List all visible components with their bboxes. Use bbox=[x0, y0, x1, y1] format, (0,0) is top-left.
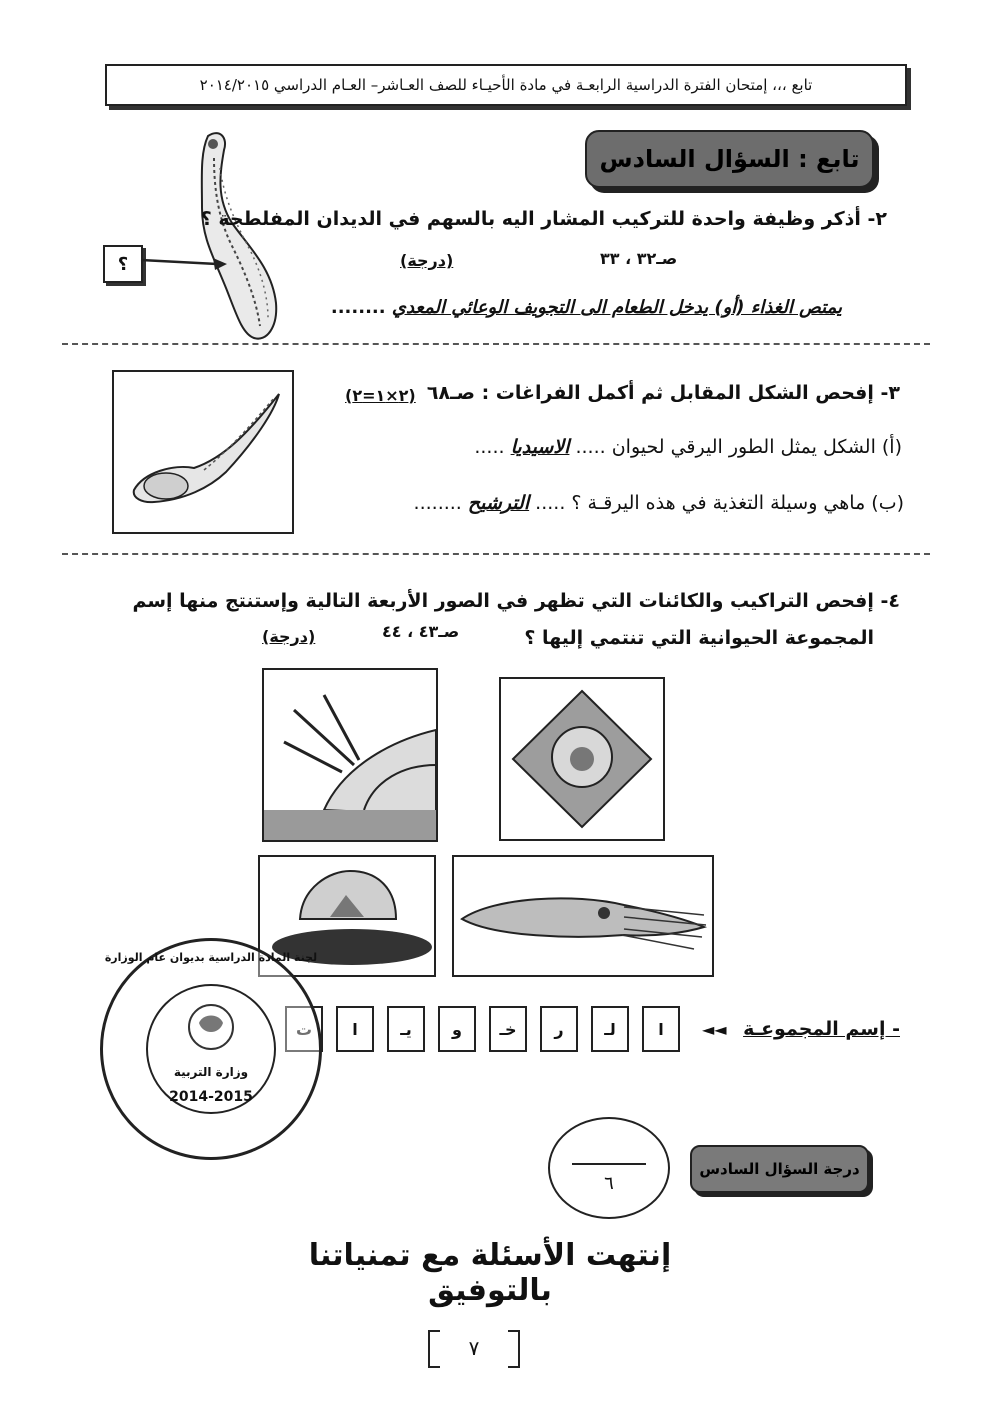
closing-message: إنتهت الأسئلة مع تمنياتنا بالتوفيق bbox=[308, 1238, 672, 1308]
q4-grade: (درجة) bbox=[262, 627, 316, 646]
q2-answer: يمتص الغذاء (أو) يدخل الطعام الى التجويف الوعائي المعدي bbox=[391, 297, 842, 318]
q3-part-a bbox=[474, 436, 902, 458]
arrow-pointer-icon bbox=[139, 250, 229, 274]
q3-part-b-tail: ........ bbox=[413, 492, 462, 514]
q2-answer-dots: ........ bbox=[330, 297, 386, 318]
divider-2 bbox=[62, 553, 930, 555]
q2-grade: (درجة) bbox=[400, 251, 454, 270]
official-stamp bbox=[100, 938, 322, 1160]
q2-reference: صـ٣٢ ، ٣٣ bbox=[600, 249, 678, 268]
q3-grade: (٢×١=٢) bbox=[345, 386, 416, 405]
section-title-text: تابع : السؤال السادس bbox=[599, 145, 860, 173]
squid-drawing bbox=[454, 857, 712, 975]
letter-box[interactable]: خـ bbox=[489, 1006, 527, 1052]
question-mark-box bbox=[103, 245, 143, 283]
letter-boxes bbox=[285, 1006, 680, 1052]
snail-drawing bbox=[264, 670, 436, 840]
score-fraction-line bbox=[572, 1163, 646, 1165]
q4-question-line2: المجموعة الحيوانية التي تنتمي إليها ؟ bbox=[524, 627, 874, 649]
ascidian-larva-drawing bbox=[114, 372, 292, 532]
page-number bbox=[428, 1330, 520, 1366]
letter-box[interactable]: ا bbox=[642, 1006, 680, 1052]
letter-box[interactable]: ا bbox=[336, 1006, 374, 1052]
letter-box[interactable]: ر bbox=[540, 1006, 578, 1052]
double-arrow-icon: ◄◄ bbox=[702, 1020, 727, 1039]
stamp-seal-graphic bbox=[103, 941, 319, 1157]
q3-question: ٣- إفحص الشكل المقابل ثم أكمل الفراغات : صـ٦٨ bbox=[426, 382, 900, 404]
ascidian-larva-image bbox=[112, 370, 294, 534]
q3-part-a-answer: الاسيديا bbox=[510, 436, 570, 458]
score-label-tag bbox=[690, 1145, 869, 1193]
q3-part-b bbox=[414, 492, 904, 514]
q2-question: ٢- أذكر وظيفة واحدة للتركيب المشار اليه بالسهم في الديدان المفلطحة ؟ bbox=[200, 208, 887, 230]
exam-header bbox=[105, 64, 907, 106]
q2-answer-line bbox=[331, 297, 842, 318]
q3-part-b-text: (ب) ماهي وسيلة التغذية في هذه اليرقـة ؟ ..... bbox=[535, 492, 904, 514]
q4-question-line1: ٤- إفحص التراكيب والكائنات التي تظهر في الصور الأربعة التالية وإستنتج منها إسم bbox=[132, 590, 900, 612]
letter-box[interactable]: و bbox=[438, 1006, 476, 1052]
group-name-label-text: - إسم المجموعـة bbox=[743, 1018, 900, 1040]
diamond-larva-drawing bbox=[501, 679, 663, 839]
stamp-ministry: وزارة التربية bbox=[173, 1065, 249, 1079]
score-label: درجة السؤال السادس bbox=[699, 1160, 860, 1178]
flatworm-figure bbox=[180, 128, 290, 348]
exam-header-text: تابع ،،، إمتحان الفترة الدراسية الرابعـة في مادة الأحيـاء للصف العـاشر– العـام الدراسي ٢٠١٤/٢٠١٥ bbox=[199, 76, 813, 94]
stamp-years: 2014-2015 bbox=[169, 1089, 253, 1105]
page-number-text: ٧ bbox=[468, 1336, 480, 1360]
q3-part-b-answer: الترشيح bbox=[467, 492, 530, 514]
snail-image bbox=[262, 668, 438, 842]
score-max: ٦ bbox=[604, 1173, 614, 1194]
score-oval bbox=[548, 1117, 670, 1219]
q3-part-a-text: (أ) الشكل يمثل الطور اليرقي لحيوان ..... bbox=[575, 436, 902, 458]
question-mark-text: ؟ bbox=[117, 253, 129, 275]
letter-box[interactable]: لـ bbox=[591, 1006, 629, 1052]
letter-box[interactable]: يـ bbox=[387, 1006, 425, 1052]
diamond-larva-image bbox=[499, 677, 665, 841]
divider-1 bbox=[62, 343, 930, 345]
group-name-label bbox=[743, 1018, 900, 1040]
q4-reference: صـ٤٣ ، ٤٤ bbox=[382, 622, 460, 641]
stamp-top-text: لجنة المادة الدراسية بديوان عام الوزارة bbox=[104, 951, 318, 964]
q3-part-a-tail: ..... bbox=[474, 436, 505, 458]
letter-box[interactable]: ت bbox=[285, 1006, 323, 1052]
squid-image bbox=[452, 855, 714, 977]
section-title bbox=[585, 130, 874, 188]
